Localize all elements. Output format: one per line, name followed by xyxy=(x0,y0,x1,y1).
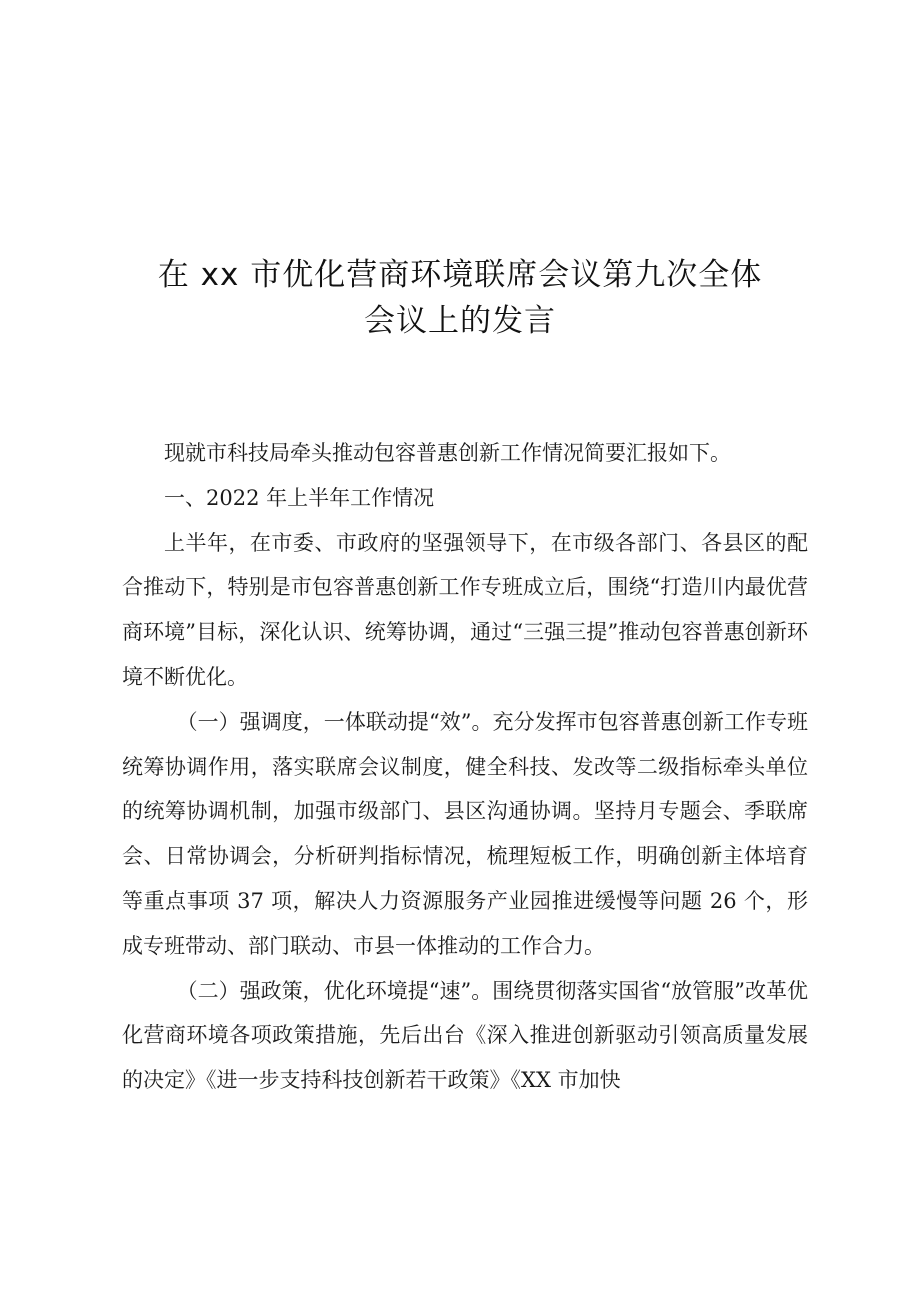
intro-paragraph: 现就市科技局牵头推动包容普惠创新工作情况简要汇报如下。 xyxy=(164,441,731,465)
paragraph-overview: 上半年，在市委、市政府的坚强领导下，在市级各部门、各县区的配合推动下，特别是市包容普惠创新工作专班成立后，围绕“打造川内最优营商环境”目标，深化认识、统筹协调，通过“三强三提”推动包容普惠创新环境不断优化。 xyxy=(122,530,808,689)
document-body xyxy=(122,431,808,1103)
section-heading-1: 一、2022 年上半年工作情况 xyxy=(164,485,435,510)
paragraph-item-2: （二）强政策，优化环境提“速”。围绕贯彻落实国省“放管服”改革优化营商环境各项政策措施，先后出台《深入推进创新驱动引领高质量发展的决定》《进一步支持科技创新若干政策》《XX 市加快 xyxy=(122,978,808,1093)
title-line-1: 在 xx 市优化营商环境联席会议第九次全体 xyxy=(157,257,763,293)
title-line-2: 会议上的发言 xyxy=(364,303,556,339)
document-title xyxy=(0,252,920,344)
paragraph-item-1: （一）强调度，一体联动提“效”。充分发挥市包容普惠创新工作专班统筹协调作用，落实联席会议制度，健全科技、发改等二级指标牵头单位的统筹协调机制，加强市级部门、县区沟通协调。坚持月专题会、季联席会、日常协调会，分析研判指标情况，梳理短板工作，明确创新主体培育等重点事项 37 项，解决人力资源服务产业园推进缓慢等问题 26 个，形成专班带动、部门联动、市县一体推动的工作合力。 xyxy=(122,709,808,958)
